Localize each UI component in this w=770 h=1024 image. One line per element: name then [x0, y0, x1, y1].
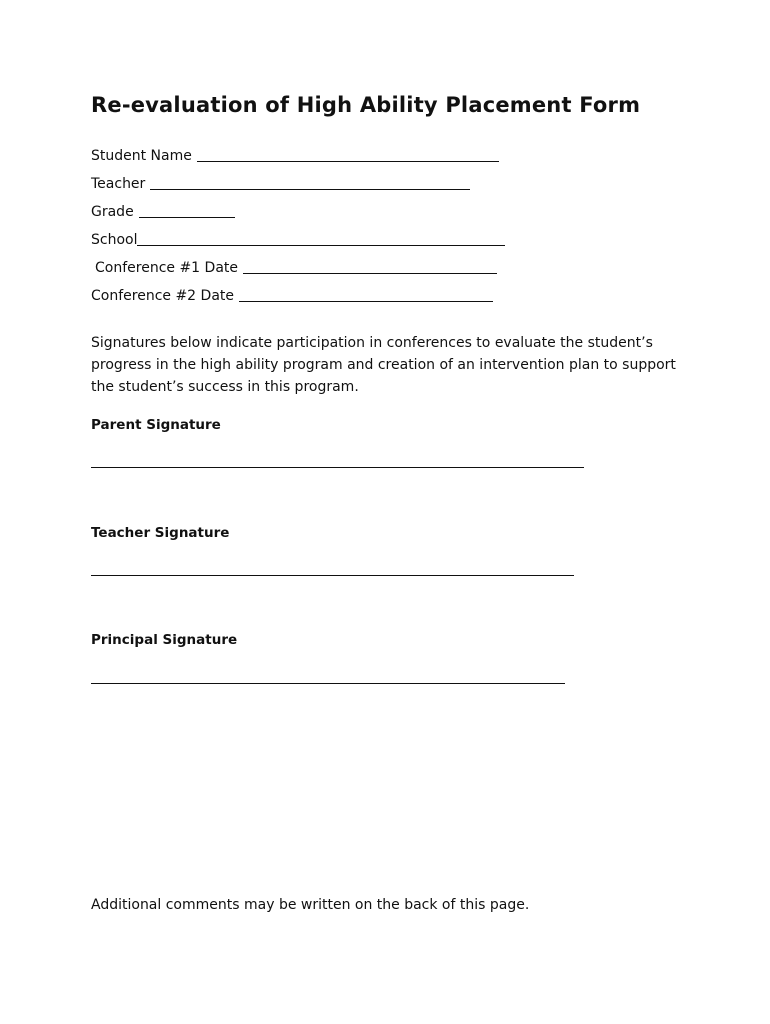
student-name-field — [91, 145, 499, 165]
conference-1-date-field — [95, 257, 497, 277]
teacher-signature-label: Teacher Signature — [91, 525, 230, 541]
field-label-school: School — [91, 232, 138, 248]
teacher-signature-line[interactable] — [91, 575, 574, 576]
school-line[interactable] — [137, 231, 505, 246]
principal-signature-label: Principal Signature — [91, 632, 238, 648]
field-label-grade: Grade — [91, 204, 134, 220]
conference-1-date-line[interactable] — [243, 259, 497, 274]
field-label-teacher: Teacher — [91, 176, 146, 192]
parent-signature-line[interactable] — [91, 467, 584, 468]
form-title: Re-evaluation of High Ability Placement Form — [91, 93, 641, 117]
grade-field — [91, 201, 235, 221]
conference-2-date-line[interactable] — [239, 287, 493, 302]
field-label-student-name: Student Name — [91, 148, 192, 164]
student-name-line[interactable] — [197, 147, 499, 162]
field-label-conference-2-date: Conference #2 Date — [91, 288, 235, 304]
teacher-line[interactable] — [150, 175, 470, 190]
principal-signature-line[interactable] — [91, 683, 565, 684]
participation-statement: Signatures below indicate participation in conferences to evaluate the student’s progress in the high ability program and creation of an intervention plan to support the student’s success in this program. — [91, 335, 676, 395]
conference-2-date-field — [91, 285, 493, 305]
parent-signature-label: Parent Signature — [91, 417, 221, 433]
teacher-field — [91, 173, 470, 193]
field-label-conference-1-date: Conference #1 Date — [95, 260, 239, 276]
grade-line[interactable] — [139, 203, 235, 218]
footer-note: Additional comments may be written on the back of this page. — [91, 897, 530, 913]
school-field — [91, 229, 505, 249]
